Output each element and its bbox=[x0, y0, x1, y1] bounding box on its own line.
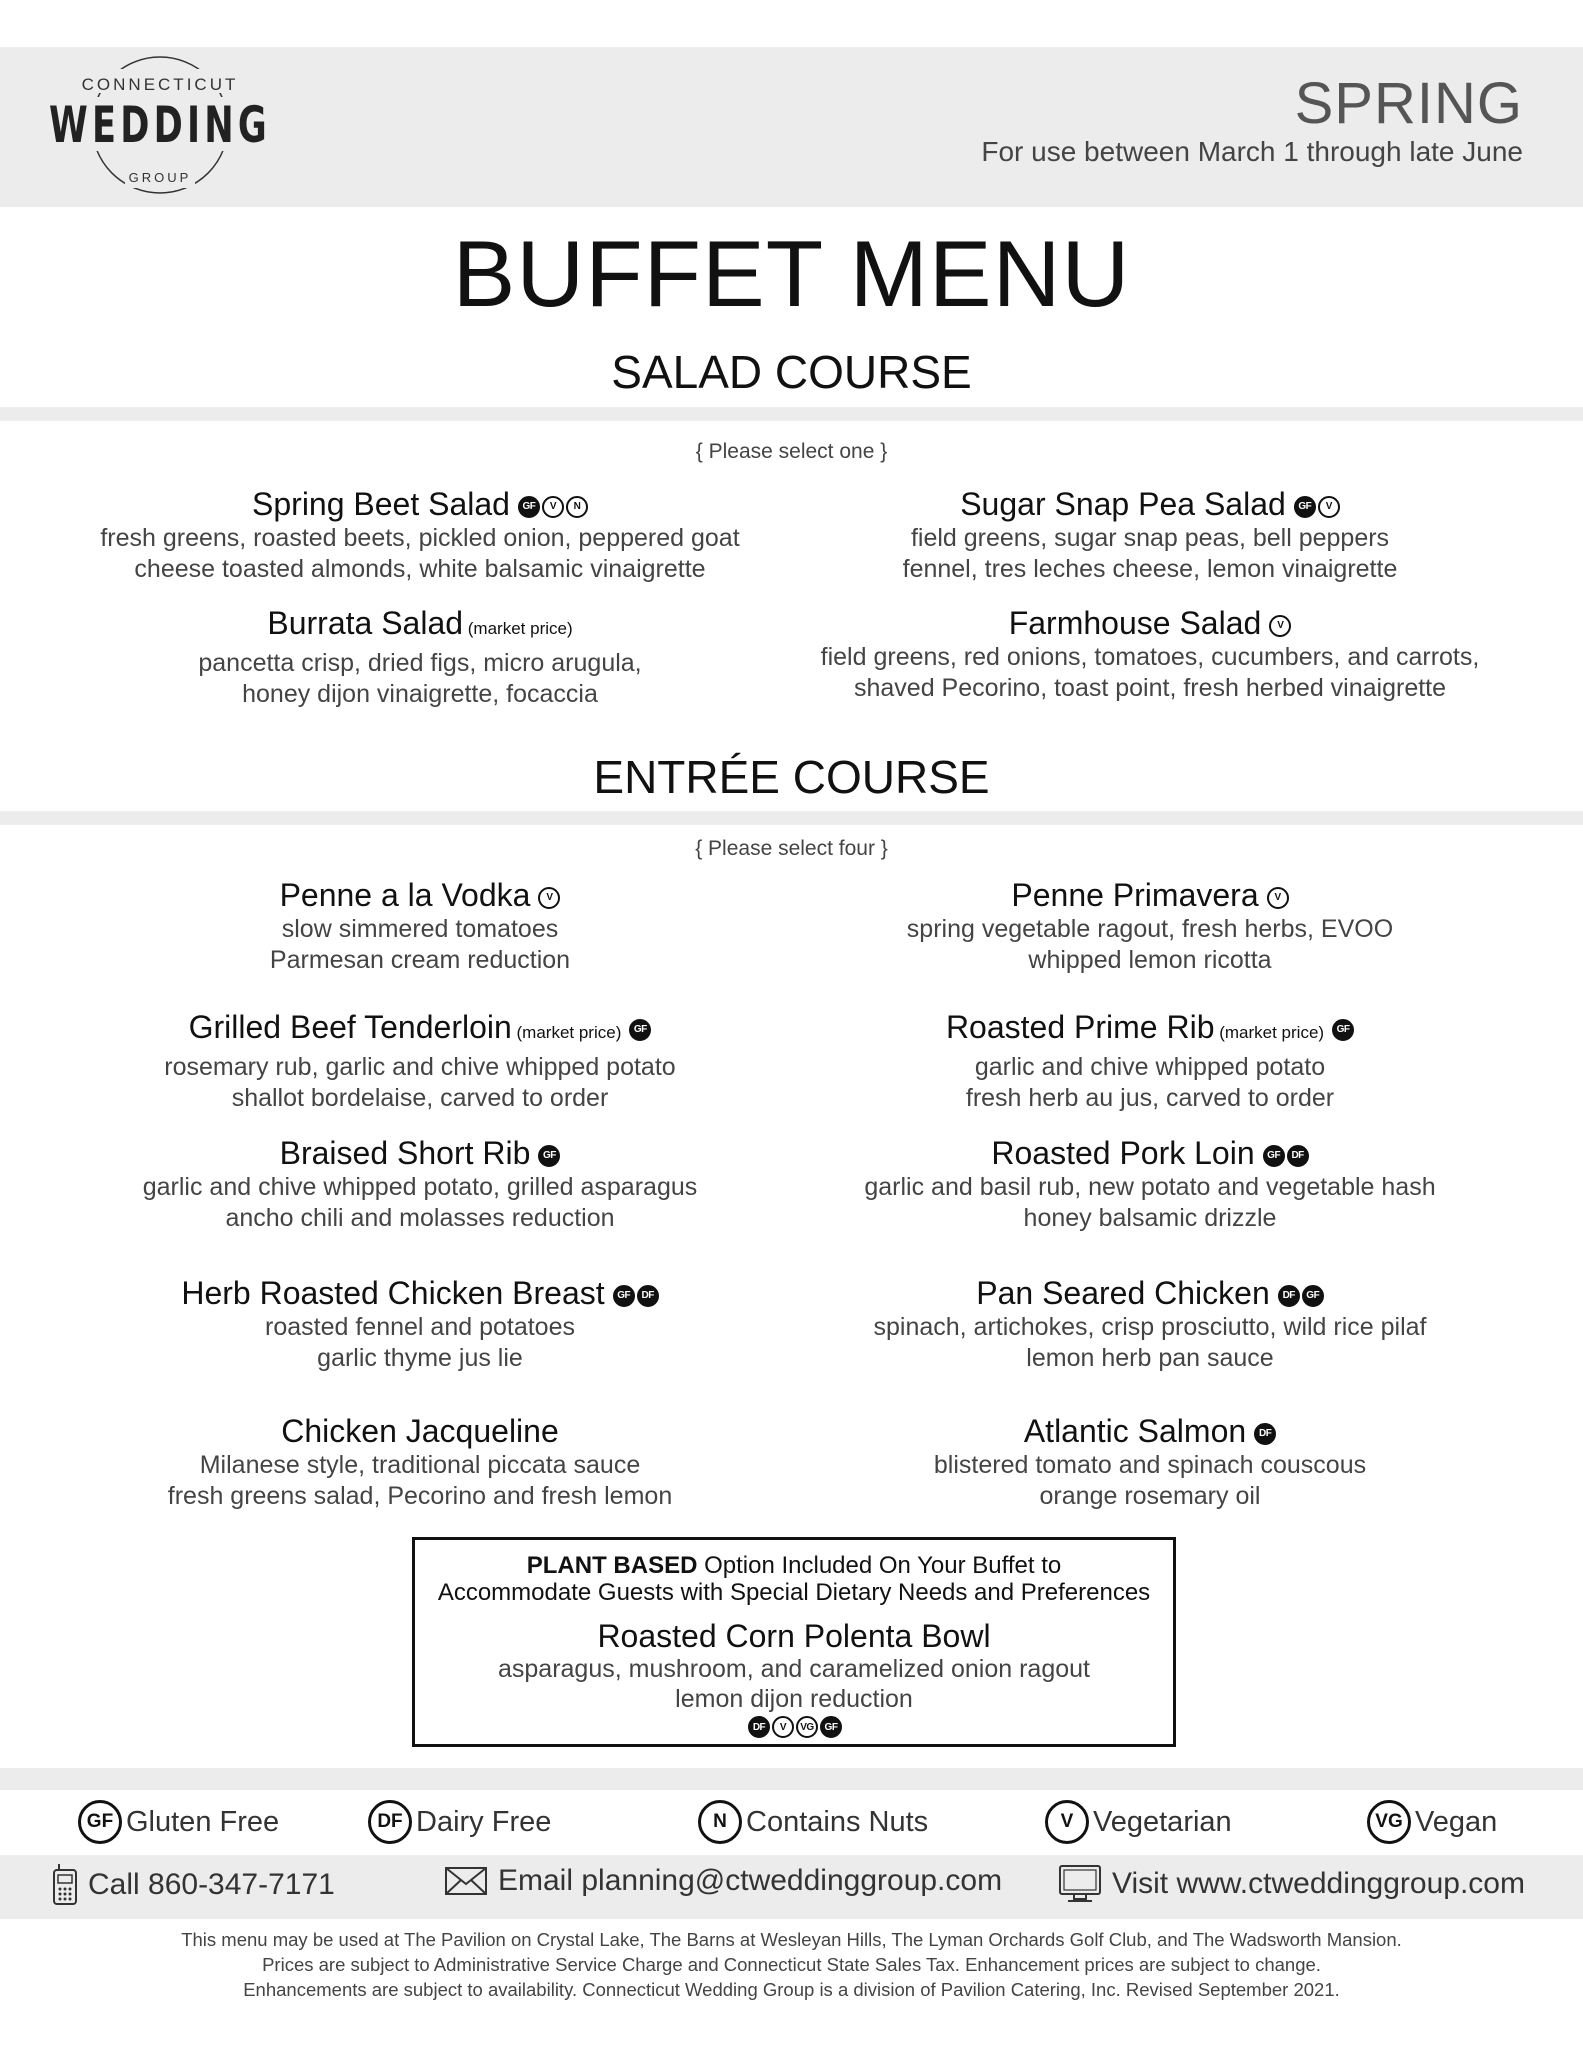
plant-based-intro-line2: Accommodate Guests with Special Dietary Needs and Preferences bbox=[437, 1579, 1151, 1606]
entree-item-desc-line2: fresh herb au jus, carved to order bbox=[965, 1084, 1335, 1112]
entree-select-note: { Please select four } bbox=[695, 837, 888, 860]
entree-item bbox=[770, 1412, 1530, 1512]
salad-item-desc-line2: cheese toasted almonds, white balsamic vinaigrette bbox=[134, 555, 706, 583]
entree-item-desc-line2: ancho chili and molasses reduction bbox=[225, 1204, 615, 1232]
gf-badge-icon: GF bbox=[538, 1145, 560, 1167]
gf-badge-icon: GF bbox=[1302, 1285, 1324, 1307]
entree-course-heading: ENTRÉE COURSE bbox=[593, 751, 990, 803]
dietary-badges bbox=[536, 1135, 560, 1171]
entree-item-desc-line2: shallot bordelaise, carved to order bbox=[231, 1084, 609, 1112]
salad-course-heading: SALAD COURSE bbox=[611, 346, 972, 398]
df-badge-icon: DF bbox=[748, 1716, 770, 1738]
contact-band bbox=[0, 1855, 1583, 1919]
entree-item bbox=[40, 876, 800, 976]
df-legend-icon: DF bbox=[368, 1800, 412, 1844]
entree-item-title: Penne a la Vodka bbox=[279, 877, 531, 913]
dietary-badges bbox=[1276, 1275, 1324, 1311]
salad-select-note: { Please select one } bbox=[695, 440, 888, 463]
dietary-badges bbox=[1261, 1135, 1309, 1171]
entree-item-desc-line1: roasted fennel and potatoes bbox=[265, 1313, 575, 1341]
logo-text-group: GROUP bbox=[128, 170, 192, 185]
dietary-badges bbox=[611, 1275, 659, 1311]
entree-item-desc-line2: lemon herb pan sauce bbox=[1026, 1344, 1274, 1372]
v-badge-icon: V bbox=[542, 496, 564, 518]
v-badge-icon: V bbox=[1269, 615, 1291, 637]
gf-badge-icon: GF bbox=[1332, 1019, 1354, 1041]
entree-item-desc-line1: rosemary rub, garlic and chive whipped potato bbox=[164, 1053, 676, 1081]
dietary-badges bbox=[1252, 1413, 1276, 1449]
gf-badge-icon: GF bbox=[629, 1019, 651, 1041]
salad-item-name bbox=[770, 604, 1530, 642]
contact-website-text: Visit www.ctweddinggroup.com bbox=[1112, 1867, 1525, 1900]
vg-badge-icon: VG bbox=[796, 1716, 818, 1738]
salad-item-desc-line1: pancetta crisp, dried figs, micro arugula, bbox=[198, 649, 642, 677]
df-badge-icon: DF bbox=[1278, 1285, 1300, 1307]
entree-item-desc-line1: garlic and basil rub, new potato and vegetable hash bbox=[864, 1173, 1436, 1201]
legend-item-df bbox=[368, 1800, 551, 1844]
legend-item-n bbox=[698, 1800, 928, 1844]
n-legend-icon: N bbox=[698, 1800, 742, 1844]
monitor-icon bbox=[1058, 1864, 1102, 1904]
df-badge-icon: DF bbox=[1254, 1423, 1276, 1445]
contact-phone[interactable] bbox=[52, 1864, 335, 1906]
legend-label: Vegetarian bbox=[1093, 1805, 1232, 1838]
salad-item-desc-line2: honey dijon vinaigrette, focaccia bbox=[242, 680, 598, 708]
salad-item-title: Burrata Salad bbox=[267, 605, 464, 641]
salad-item-title: Farmhouse Salad bbox=[1008, 605, 1262, 641]
salad-item bbox=[40, 485, 800, 585]
dietary-badges bbox=[627, 1009, 651, 1045]
legend-label: Gluten Free bbox=[126, 1805, 280, 1838]
legend-item-gf bbox=[78, 1800, 279, 1844]
entree-item bbox=[770, 1274, 1530, 1374]
v-badge-icon: V bbox=[772, 1716, 794, 1738]
entree-item-desc-line1: Milanese style, traditional piccata sauce bbox=[199, 1451, 641, 1479]
gf-badge-icon: GF bbox=[1263, 1145, 1285, 1167]
connecticut-wedding-group-logo bbox=[40, 52, 280, 202]
entree-item bbox=[770, 1008, 1530, 1114]
market-price-note: (market price) bbox=[1214, 1023, 1325, 1042]
plant-based-label: PLANT BASED bbox=[526, 1552, 698, 1579]
logo-text-connecticut: CONNECTICUT bbox=[81, 75, 239, 94]
entree-item-desc-line1: garlic and chive whipped potato, grilled asparagus bbox=[142, 1173, 698, 1201]
entree-item-name bbox=[770, 876, 1530, 914]
legend-item-vg bbox=[1367, 1800, 1497, 1844]
dietary-legend bbox=[0, 1790, 1583, 1854]
entree-item-name bbox=[770, 1412, 1530, 1450]
entree-item-name bbox=[770, 1134, 1530, 1172]
gf-badge-icon: GF bbox=[1294, 496, 1316, 518]
salad-item bbox=[770, 485, 1530, 585]
entree-item-name bbox=[40, 1274, 800, 1312]
entree-item bbox=[40, 1274, 800, 1374]
contact-phone-text: Call 860-347-7171 bbox=[88, 1868, 335, 1901]
dietary-badges bbox=[1292, 486, 1340, 522]
plant-based-box bbox=[412, 1537, 1176, 1747]
entree-item bbox=[40, 1008, 800, 1114]
plant-based-badges bbox=[415, 1716, 1173, 1738]
entree-item-desc-line1: spinach, artichokes, crisp prosciutto, wild rice pilaf bbox=[873, 1313, 1427, 1341]
footer-disclaimer bbox=[0, 1927, 1583, 2002]
salad-item-title: Sugar Snap Pea Salad bbox=[960, 486, 1286, 522]
entree-item-title: Grilled Beef Tenderloin bbox=[188, 1009, 512, 1045]
v-badge-icon: V bbox=[1267, 887, 1289, 909]
footer-line-3: Enhancements are subject to availability. Connecticut Wedding Group is a division of Pavilion Catering, Inc. Revised September 2021. bbox=[243, 1979, 1340, 2000]
plant-based-intro-rest: Option Included On Your Buffet to bbox=[697, 1552, 1062, 1579]
entree-item-desc-line2: orange rosemary oil bbox=[1039, 1482, 1261, 1510]
legend-label: Dairy Free bbox=[416, 1805, 552, 1838]
entree-item-title: Atlantic Salmon bbox=[1023, 1413, 1247, 1449]
entree-item-desc-line1: slow simmered tomatoes bbox=[281, 915, 559, 943]
envelope-icon bbox=[444, 1866, 488, 1896]
gf-legend-icon: GF bbox=[78, 1800, 122, 1844]
df-badge-icon: DF bbox=[1287, 1145, 1309, 1167]
salad-item-desc-line2: shaved Pecorino, toast point, fresh herbed vinaigrette bbox=[853, 674, 1447, 702]
dietary-badges bbox=[1330, 1009, 1354, 1045]
entree-item-title: Herb Roasted Chicken Breast bbox=[181, 1275, 605, 1311]
entree-item-title: Roasted Pork Loin bbox=[991, 1135, 1255, 1171]
entree-divider-band bbox=[0, 811, 1583, 825]
salad-item-desc-line1: fresh greens, roasted beets, pickled onion, peppered goat bbox=[100, 524, 740, 552]
contact-website[interactable] bbox=[1058, 1864, 1525, 1904]
salad-item-desc-line2: fennel, tres leches cheese, lemon vinaigrette bbox=[902, 555, 1398, 583]
salad-item-name bbox=[770, 485, 1530, 523]
salad-item bbox=[40, 604, 800, 710]
entree-item-name bbox=[770, 1274, 1530, 1312]
plant-based-intro bbox=[415, 1552, 1173, 1579]
entree-item-title: Roasted Prime Rib bbox=[945, 1009, 1215, 1045]
logo-text-wedding: WEDDING bbox=[49, 96, 271, 154]
salad-item-title: Spring Beet Salad bbox=[252, 486, 510, 522]
legend-item-v bbox=[1045, 1800, 1232, 1844]
salad-divider-band bbox=[0, 407, 1583, 421]
v-legend-icon: V bbox=[1045, 1800, 1089, 1844]
season-label: SPRING bbox=[1294, 71, 1523, 136]
menu-title: BUFFET MENU bbox=[452, 221, 1131, 326]
market-price-note: (market price) bbox=[511, 1023, 622, 1042]
dietary-badges bbox=[536, 877, 560, 913]
contact-email-text: Email planning@ctweddinggroup.com bbox=[498, 1864, 1003, 1897]
phone-icon bbox=[52, 1864, 78, 1906]
df-badge-icon: DF bbox=[637, 1285, 659, 1307]
footer-line-1: This menu may be used at The Pavilion on Crystal Lake, The Barns at Wesleyan Hills, The Lyman Orchards Golf Club, and The Wadsworth Mansion. bbox=[181, 1929, 1402, 1950]
dietary-badges bbox=[516, 486, 588, 522]
n-badge-icon: N bbox=[566, 496, 588, 518]
salad-item-desc-line1: field greens, red onions, tomatoes, cucumbers, and carrots, bbox=[820, 643, 1480, 671]
entree-item bbox=[770, 1134, 1530, 1234]
salad-item-desc-line1: field greens, sugar snap peas, bell peppers bbox=[910, 524, 1390, 552]
plant-based-desc-line2: lemon dijon reduction bbox=[675, 1685, 913, 1713]
entree-item-title: Penne Primavera bbox=[1011, 877, 1259, 913]
entree-item-desc-line2: garlic thyme jus lie bbox=[317, 1344, 523, 1372]
entree-item-title: Chicken Jacqueline bbox=[281, 1413, 559, 1449]
vg-legend-icon: VG bbox=[1367, 1800, 1411, 1844]
gf-badge-icon: GF bbox=[518, 496, 540, 518]
entree-item-desc-line1: blistered tomato and spinach couscous bbox=[933, 1451, 1367, 1479]
entree-item-desc-line2: Parmesan cream reduction bbox=[269, 946, 571, 974]
contact-email[interactable] bbox=[444, 1864, 1002, 1898]
entree-item-desc-line2: whipped lemon ricotta bbox=[1028, 946, 1272, 974]
entree-item-name bbox=[40, 1134, 800, 1172]
gf-badge-icon: GF bbox=[820, 1716, 842, 1738]
legend-top-band bbox=[0, 1768, 1583, 1790]
entree-item-desc-line2: fresh greens salad, Pecorino and fresh lemon bbox=[167, 1482, 673, 1510]
entree-item-title: Pan Seared Chicken bbox=[976, 1275, 1270, 1311]
legend-label: Contains Nuts bbox=[746, 1805, 929, 1838]
gf-badge-icon: GF bbox=[613, 1285, 635, 1307]
dietary-badges bbox=[1265, 877, 1289, 913]
season-date-range: For use between March 1 through late June bbox=[981, 136, 1523, 167]
market-price-note: (market price) bbox=[463, 619, 573, 638]
entree-item-title: Braised Short Rib bbox=[279, 1135, 531, 1171]
entree-item-name bbox=[40, 1412, 800, 1450]
entree-item bbox=[40, 1412, 800, 1512]
salad-item-name bbox=[40, 485, 800, 523]
plant-based-desc-line1: asparagus, mushroom, and caramelized onion ragout bbox=[497, 1655, 1090, 1683]
footer-line-2: Prices are subject to Administrative Service Charge and Connecticut State Sales Tax. Enhancement prices are subject to change. bbox=[262, 1954, 1321, 1975]
dietary-badges bbox=[1267, 605, 1291, 641]
entree-item bbox=[40, 1134, 800, 1234]
entree-item-name bbox=[770, 1008, 1530, 1052]
v-badge-icon: V bbox=[538, 887, 560, 909]
entree-item-name bbox=[40, 1008, 800, 1052]
entree-item-name bbox=[40, 876, 800, 914]
plant-based-dish-name: Roasted Corn Polenta Bowl bbox=[597, 1618, 991, 1654]
entree-item-desc-line1: garlic and chive whipped potato bbox=[974, 1053, 1326, 1081]
v-badge-icon: V bbox=[1318, 496, 1340, 518]
entree-item bbox=[770, 876, 1530, 976]
entree-item-desc-line1: spring vegetable ragout, fresh herbs, EVOO bbox=[906, 915, 1394, 943]
legend-label: Vegan bbox=[1415, 1805, 1498, 1838]
entree-item-desc-line2: honey balsamic drizzle bbox=[1023, 1204, 1277, 1232]
salad-item bbox=[770, 604, 1530, 704]
salad-item-name bbox=[40, 604, 800, 648]
